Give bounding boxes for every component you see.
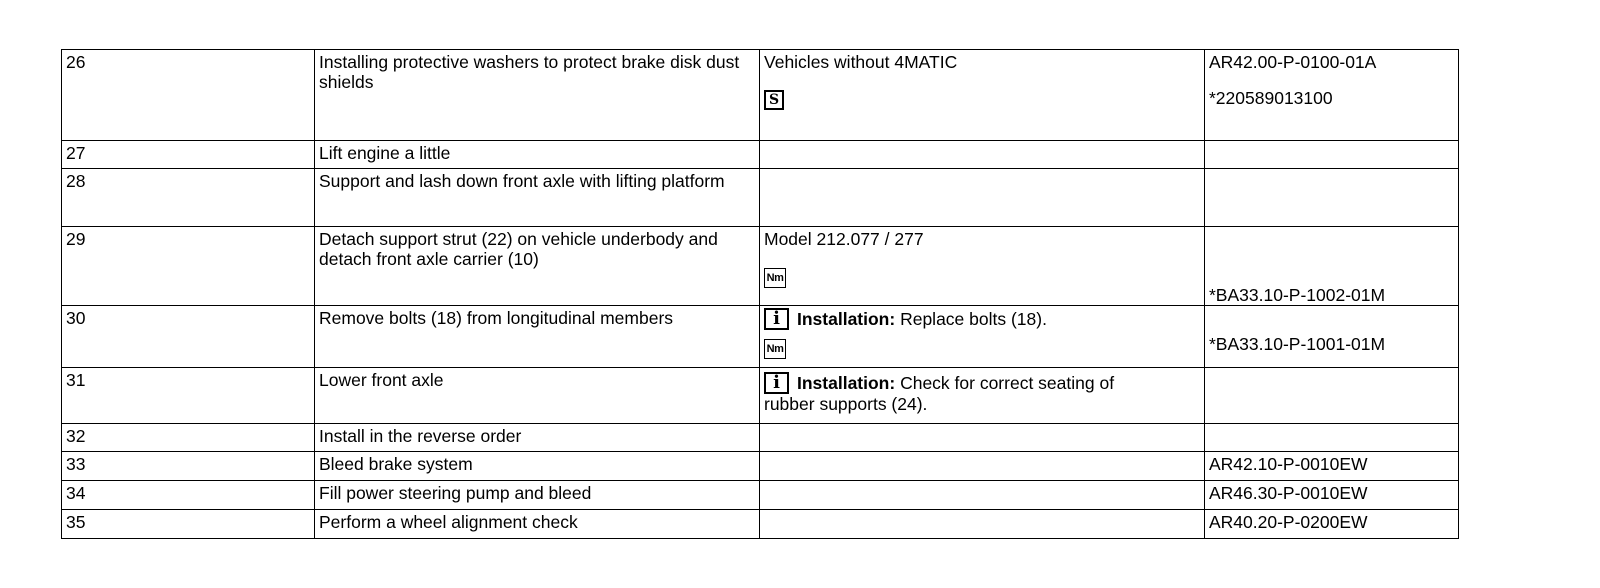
- installation-note: Replace bolts (18).: [900, 309, 1047, 329]
- step-condition: [760, 306, 1205, 368]
- step-condition: [760, 510, 1205, 539]
- table-row: [62, 50, 1459, 141]
- step-number: 29: [62, 227, 315, 306]
- table-row: [62, 368, 1459, 424]
- step-action: Support and lash down front axle with lifting platform: [315, 169, 760, 227]
- table-row: [62, 452, 1459, 481]
- step-condition: [760, 481, 1205, 510]
- step-action: Perform a wheel alignment check: [315, 510, 760, 539]
- step-reference: [1205, 50, 1459, 141]
- special-tool-icon[interactable]: S: [764, 90, 784, 110]
- condition-text: Model 212.077 / 277: [764, 229, 924, 249]
- torque-nm-icon[interactable]: Nm: [764, 268, 786, 288]
- installation-note: Check for correct seating of: [900, 373, 1115, 393]
- installation-note-cont: rubber supports (24).: [764, 394, 928, 414]
- procedure-table: [61, 49, 1459, 539]
- step-number: 35: [62, 510, 315, 539]
- step-action: Fill power steering pump and bleed: [315, 481, 760, 510]
- step-action: Lower front axle: [315, 368, 760, 424]
- step-condition: [760, 424, 1205, 452]
- step-condition: [760, 452, 1205, 481]
- installation-label: Installation:: [797, 309, 896, 329]
- step-reference: [1205, 306, 1459, 368]
- step-reference: [1205, 169, 1459, 227]
- step-condition: [760, 227, 1205, 306]
- step-condition: [760, 141, 1205, 169]
- table-row: [62, 510, 1459, 539]
- step-reference: [1205, 141, 1459, 169]
- step-action: Bleed brake system: [315, 452, 760, 481]
- condition-text: Vehicles without 4MATIC: [764, 52, 958, 72]
- step-number: 28: [62, 169, 315, 227]
- step-number: 33: [62, 452, 315, 481]
- step-reference: [1205, 368, 1459, 424]
- reference-link[interactable]: *BA33.10-P-1002-01M: [1209, 285, 1386, 305]
- step-reference: [1205, 227, 1459, 306]
- info-icon[interactable]: i: [764, 308, 789, 330]
- step-action: Lift engine a little: [315, 141, 760, 169]
- step-reference: [1205, 424, 1459, 452]
- table-row: [62, 227, 1459, 306]
- table-row: [62, 424, 1459, 452]
- step-reference[interactable]: AR46.30-P-0010EW: [1205, 481, 1459, 510]
- tool-number-link[interactable]: *220589013100: [1209, 88, 1333, 108]
- step-action: Installing protective washers to protect brake disk dust shields: [315, 50, 760, 141]
- step-condition: [760, 169, 1205, 227]
- table-row: [62, 169, 1459, 227]
- step-number: 27: [62, 141, 315, 169]
- step-number: 31: [62, 368, 315, 424]
- reference-link[interactable]: *BA33.10-P-1001-01M: [1209, 334, 1386, 354]
- installation-label: Installation:: [797, 373, 896, 393]
- info-icon[interactable]: i: [764, 372, 789, 394]
- table-row: [62, 306, 1459, 368]
- step-action: Detach support strut (22) on vehicle underbody and detach front axle carrier (10): [315, 227, 760, 306]
- step-reference[interactable]: AR40.20-P-0200EW: [1205, 510, 1459, 539]
- step-action: Remove bolts (18) from longitudinal members: [315, 306, 760, 368]
- reference-link[interactable]: AR42.00-P-0100-01A: [1209, 52, 1377, 72]
- step-number: 32: [62, 424, 315, 452]
- step-condition: [760, 368, 1205, 424]
- step-number: 34: [62, 481, 315, 510]
- step-number: 26: [62, 50, 315, 141]
- torque-nm-icon[interactable]: Nm: [764, 339, 786, 359]
- step-reference[interactable]: AR42.10-P-0010EW: [1205, 452, 1459, 481]
- step-action: Install in the reverse order: [315, 424, 760, 452]
- table-row: [62, 481, 1459, 510]
- step-condition: [760, 50, 1205, 141]
- table-row: [62, 141, 1459, 169]
- step-number: 30: [62, 306, 315, 368]
